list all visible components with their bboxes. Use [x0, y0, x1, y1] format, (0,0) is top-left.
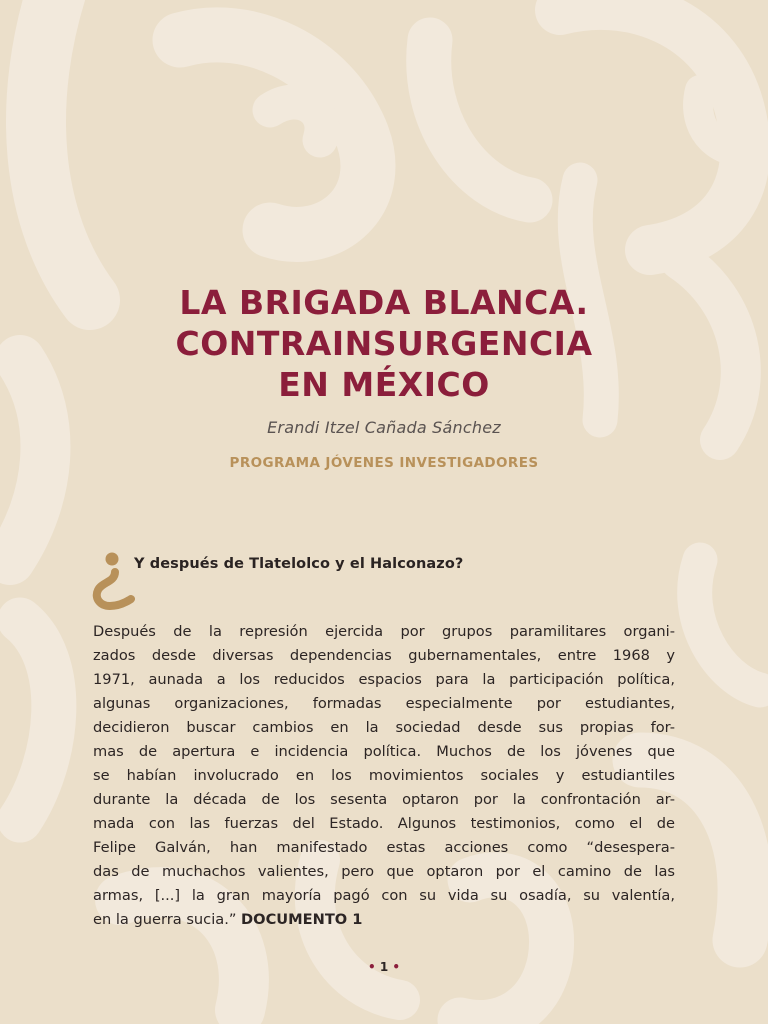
paragraph-line: mada con las fuerzas del Estado. Algunos testimonios, como el de	[93, 815, 675, 832]
paragraph-line: durante la década de los sesenta optaron por la confrontación ar-	[93, 791, 675, 808]
document-reference: DOCUMENTO 1	[241, 911, 363, 928]
paragraph-line: decidieron buscar cambios en la sociedad desde sus propias for-	[93, 719, 675, 736]
title-line: LA BRIGADA BLANCA.	[179, 283, 589, 322]
paragraph-last-text: en la guerra sucia.”	[93, 911, 242, 928]
paragraph-line: das de muchachos valientes, pero que optaron por el camino de las	[93, 863, 675, 880]
page-number-value: 1	[379, 960, 389, 974]
paragraph-line: zados desde diversas dependencias gubernamentales, entre 1968 y	[93, 647, 675, 664]
paragraph-line: algunas organizaciones, formadas especialmente por estudiantes,	[93, 695, 675, 712]
section-heading: Y después de Tlatelolco y el Halconazo?	[134, 556, 464, 572]
paragraph-line: Después de la represión ejercida por grupos paramilitares organi-	[93, 623, 675, 640]
paragraph-last-line	[93, 908, 675, 932]
author-name: Erandi Itzel Cañada Sánchez	[267, 418, 501, 437]
page-title	[0, 282, 768, 405]
paragraph-line: 1971, aunada a los reducidos espacios para la participación política,	[93, 671, 675, 688]
page-number	[0, 960, 768, 974]
paragraph-line: se habían involucrado en los movimientos sociales y estudiantiles	[93, 767, 675, 784]
body-paragraph	[93, 620, 675, 932]
paragraph-line: mas de apertura e incidencia política. Muchos de los jóvenes que	[93, 743, 675, 760]
page-dot-right: •	[392, 960, 401, 974]
paragraph-line: armas, [...] la gran mayoría pagó con su vida su osadía, su valentía,	[93, 887, 675, 904]
title-line: CONTRAINSURGENCIA	[175, 324, 593, 363]
inverted-question-mark-icon	[88, 548, 138, 610]
title-line: EN MÉXICO	[278, 365, 490, 404]
paragraph-line: Felipe Galván, han manifestado estas acciones como “desespera-	[93, 839, 675, 856]
program-name: PROGRAMA JÓVENES INVESTIGADORES	[229, 455, 539, 471]
page-dot-left: •	[367, 960, 376, 974]
